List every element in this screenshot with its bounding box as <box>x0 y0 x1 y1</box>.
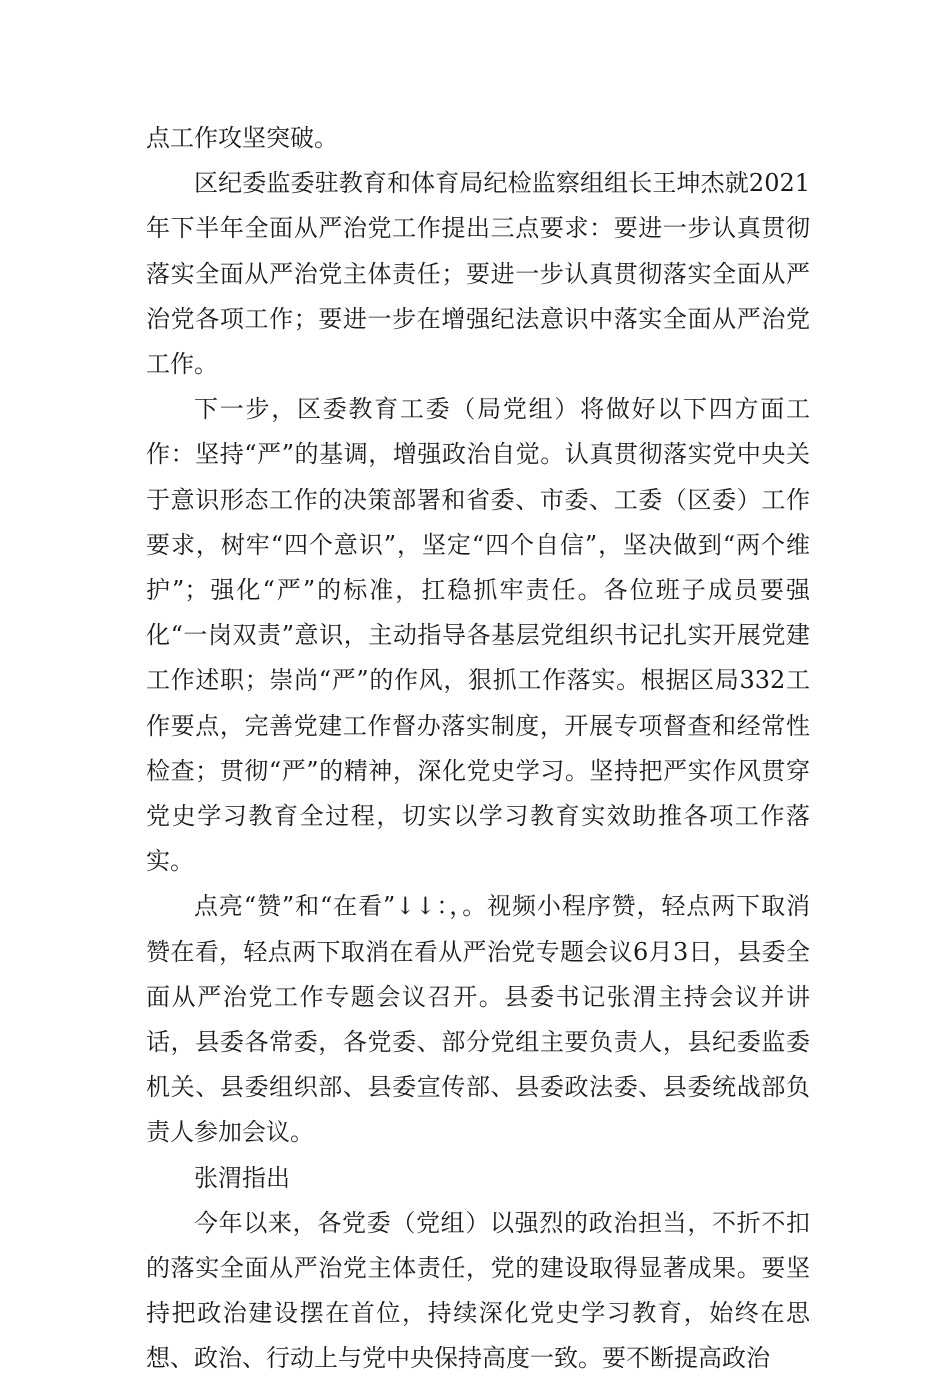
paragraph-speech: 今年以来，各党委（党组）以强烈的政治担当，不折不扣的落实全面从严治党主体责任，党的建设取得显著成果。要坚持把政治建设摆在首位，持续深化党史学习教育，始终在思想、政治、行动上与党中央保持高度一致。要不断提高政治 <box>146 1208 810 1373</box>
paragraph-speaker-heading: 张渭指出 <box>194 1163 290 1192</box>
paragraph-continuation: 点工作攻坚突破。 <box>146 124 338 152</box>
paragraph-next-steps: 下一步，区委教育工委（局党组）将做好以下四方面工作：坚持“严”的基调，增强政治自觉。认真贯彻落实党中央关于意识形态工作的决策部署和省委、市委、工委（区委）工作要求，树牢“四个意识”，坚定“四个自信”，坚决做到“两个维护”；强化“严”的标准，扛稳抓牢责任。各位班子成员要强化“一岗双责”意识，主动指导各基层党组织书记扎实开展党建工作述职；崇尚“严”的作风，狠抓工作落实。根据区局332工作要点，完善党建工作督办落实制度，开展专项督查和经常性检查；贯彻“严”的精神，深化党史学习。坚持把严实作风贯穿党史学习教育全过程，切实以学习教育实效助推各项工作落实。 <box>146 395 810 876</box>
paragraph-county-meeting: 点亮“赞”和“在看”↓↓：，。视频小程序赞，轻点两下取消赞在看，轻点两下取消在看从严治党专题会议6月3日，县委全面从严治党工作专题会议召开。县委书记张渭主持会议并讲话，县委各常委，各党委、部分党组主要负责人，县纪委监委机关、县委组织部、县委宣传部、县委政法委、县委统战部负责人参加会议。 <box>146 892 810 1147</box>
document-body <box>146 116 810 1382</box>
paragraph-discipline-requirements: 区纪委监委驻教育和体育局纪检监察组组长王坤杰就2021年下半年全面从严治党工作提出三点要求：要进一步认真贯彻落实全面从严治党主体责任；要进一步认真贯彻落实全面从严治党各项工作；要进一步在增强纪法意识中落实全面从严治党工作。 <box>146 169 810 379</box>
